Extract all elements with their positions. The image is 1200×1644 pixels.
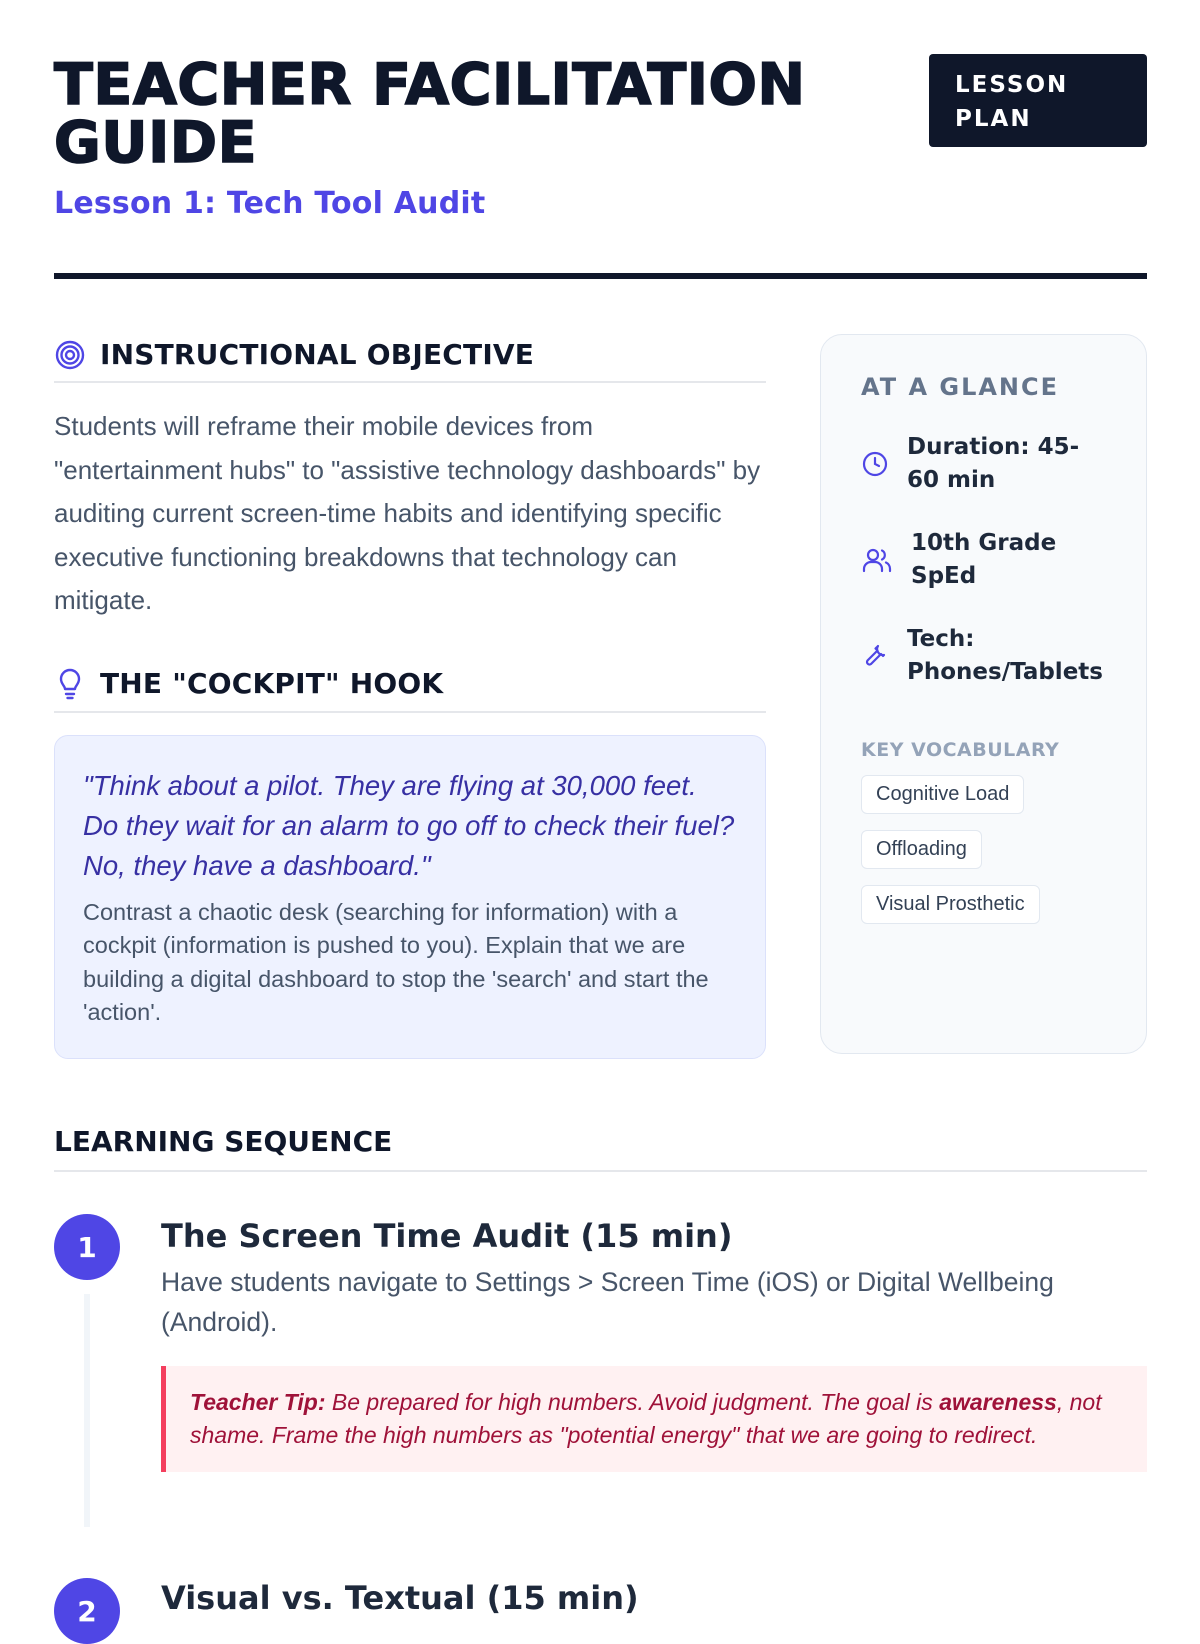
hook-heading-row: [54, 667, 766, 713]
vocab-tag: Cognitive Load: [861, 775, 1024, 814]
main-column: [54, 338, 766, 1059]
objective-heading-row: [54, 338, 766, 383]
step-number-badge: 2: [54, 1578, 120, 1644]
step-title: The Screen Time Audit (15 min): [161, 1217, 733, 1255]
hook-text: Contrast a chaotic desk (searching for information) with a cockpit (information is pushed to you). Explain that we are building a digital dashboard to stop the 'search' and start the 'action'.: [83, 898, 709, 1025]
step-title: Visual vs. Textual (15 min): [161, 1579, 639, 1617]
learning-sequence: [54, 1125, 1147, 1472]
lesson-plan-badge: LESSON PLAN: [929, 54, 1147, 147]
lightbulb-icon: [54, 667, 86, 701]
glance-item-duration: [861, 431, 1106, 497]
sequence-step: [54, 1214, 1147, 1472]
vocab-tags: [861, 775, 1106, 924]
wrench-icon: [861, 642, 889, 670]
at-a-glance-card: [820, 334, 1147, 1054]
hook-quote: "Think about a pilot. They are flying at 30,000 feet. Do they wait for an alarm to go off to check their fuel? No, they have a dashboard.": [83, 769, 735, 881]
objective-heading: INSTRUCTIONAL OBJECTIVE: [100, 338, 535, 371]
glance-heading: AT A GLANCE: [861, 373, 1060, 401]
target-icon: [54, 339, 86, 371]
tip-label: Teacher Tip:: [190, 1389, 326, 1415]
tip-emphasis: awareness: [939, 1389, 1057, 1415]
tip-text: Be prepared for high numbers. Avoid judgment. The goal is: [325, 1389, 940, 1415]
hook-callout: [54, 735, 766, 1059]
users-icon: [861, 546, 893, 574]
glance-item-label: Tech: Phones/Tablets: [907, 626, 1103, 685]
step-description: Have students navigate to Settings > Screen Time (iOS) or Digital Wellbeing (Android).: [161, 1267, 1054, 1337]
teacher-tip: [161, 1366, 1147, 1472]
vocab-tag: Visual Prosthetic: [861, 885, 1040, 924]
page-title: TEACHER FACILITATION GUIDE: [54, 52, 806, 176]
sequence-heading: LEARNING SEQUENCE: [54, 1125, 1147, 1172]
page-header: [54, 52, 1147, 221]
objective-text: Students will reframe their mobile devices from "entertainment hubs" to "assistive technology dashboards" by auditing current screen-time habits and identifying specific executive functioning breakdowns that technology can mitigate.: [54, 411, 761, 615]
glance-item-label: Duration: 45-60 min: [907, 434, 1080, 493]
step-connector: [84, 1294, 90, 1527]
glance-item-tech: [861, 623, 1106, 689]
vocab-tag: Offloading: [861, 830, 982, 869]
hook-heading: THE "COCKPIT" HOOK: [100, 667, 444, 700]
clock-icon: [861, 450, 889, 478]
header-divider: [54, 273, 1147, 279]
step-number-badge: 1: [54, 1214, 120, 1280]
tip-text: , not shame. Frame the high numbers as "potential energy" that we are going to redirect.: [190, 1389, 1102, 1448]
vocab-heading: KEY VOCABULARY: [861, 739, 1060, 761]
glance-item-grade: [861, 527, 1106, 593]
glance-item-label: 10th Grade SpEd: [911, 530, 1057, 589]
lesson-subtitle: Lesson 1: Tech Tool Audit: [54, 186, 486, 221]
